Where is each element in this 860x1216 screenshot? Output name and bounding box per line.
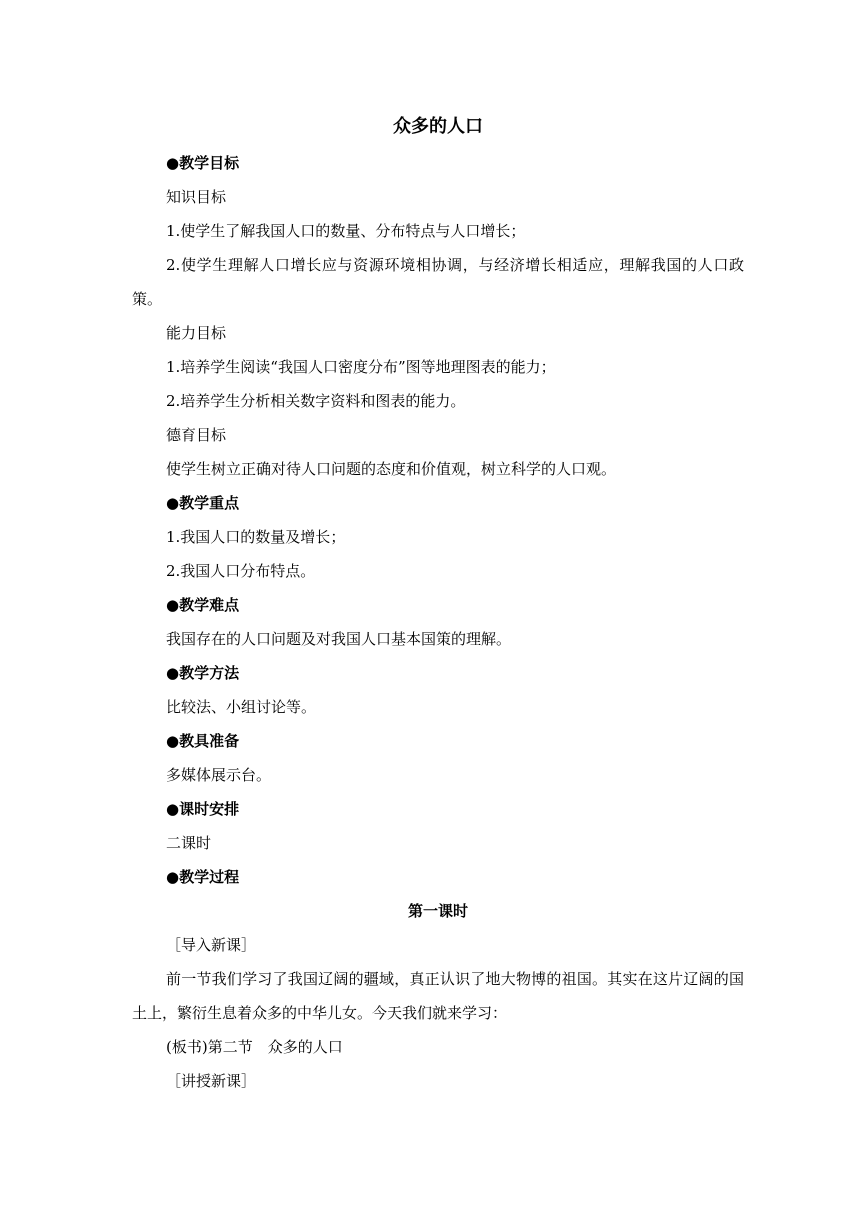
- difficulty-item-1: 我国存在的人口问题及对我国人口基本国策的理解。: [166, 630, 512, 648]
- key-points-heading: ●教学重点: [166, 494, 240, 512]
- key-point-2: 2.我国人口分布特点。: [166, 562, 316, 580]
- knowledge-subheading: 知识目标: [166, 188, 227, 206]
- intro-label: ［导入新课］: [166, 936, 257, 954]
- difficulty-heading: ●教学难点: [166, 596, 240, 614]
- moral-item-1: 使学生树立正确对待人口问题的态度和价值观，树立科学的人口观。: [166, 460, 617, 478]
- moral-subheading: 德育目标: [166, 426, 227, 444]
- method-heading: ●教学方法: [166, 664, 240, 682]
- document-page: [132, 112, 744, 1098]
- schedule-heading: ●课时安排: [166, 800, 240, 818]
- lecture-label: ［讲授新课］: [166, 1072, 257, 1090]
- knowledge-item-1: 1.使学生了解我国人口的数量、分布特点与人口增长；: [166, 222, 526, 240]
- lesson-1-heading: 第一课时: [407, 902, 468, 920]
- process-heading: ●教学过程: [166, 868, 240, 886]
- ability-item-2: 2.培养学生分析相关数字资料和图表的能力。: [166, 392, 466, 410]
- document-title: 众多的人口: [393, 116, 483, 137]
- method-item-1: 比较法、小组讨论等。: [166, 698, 317, 716]
- objectives-heading: ●教学目标: [166, 154, 240, 172]
- tools-heading: ●教具准备: [166, 732, 240, 750]
- intro-paragraph: 前一节我们学习了我国辽阔的疆域，真正认识了地大物博的祖国。其实在这片辽阔的国土上，繁衍生息着众多的中华儿女。今天我们就来学习：: [132, 970, 744, 1022]
- key-point-1: 1.我国人口的数量及增长；: [166, 528, 346, 546]
- ability-item-1: 1.培养学生阅读“我国人口密度分布”图等地理图表的能力；: [166, 358, 556, 376]
- tools-item-1: 多媒体展示台。: [166, 766, 272, 784]
- board-text: (板书)第二节 众多的人口: [166, 1038, 343, 1056]
- ability-subheading: 能力目标: [166, 324, 227, 342]
- knowledge-item-2: 2.使学生理解人口增长应与资源环境相协调，与经济增长相适应，理解我国的人口政策。: [132, 256, 744, 308]
- schedule-item-1: 二课时: [166, 834, 212, 852]
